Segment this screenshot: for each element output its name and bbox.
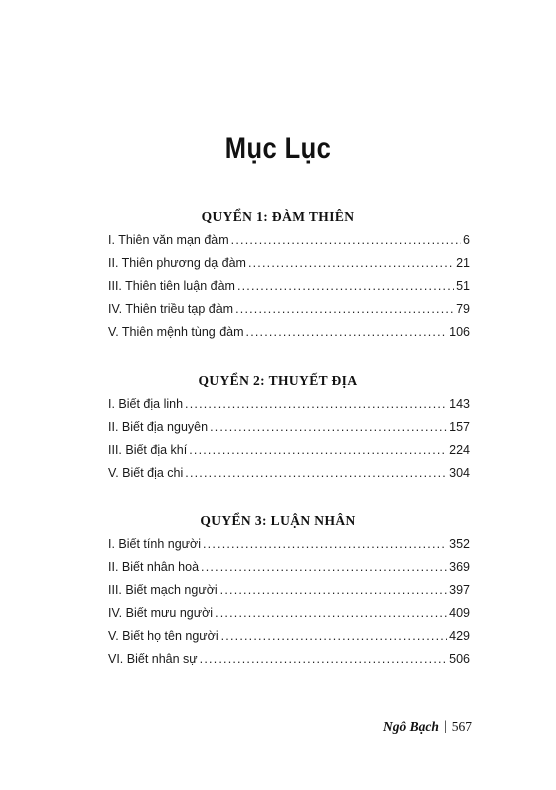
toc-entry[interactable] (108, 606, 470, 629)
toc-entry-page: 409 (449, 606, 470, 620)
footer-separator: | (443, 719, 447, 734)
toc-entry-label: III. Biết mạch người (108, 583, 218, 597)
toc-entry-page: 79 (456, 302, 470, 316)
footer-page-number: 567 (451, 719, 472, 734)
toc-entry[interactable] (108, 443, 470, 466)
toc-entry-label: I. Biết địa linh (108, 397, 184, 411)
leader-dots (246, 325, 448, 339)
toc-entry-label: I. Biết tính người (108, 537, 201, 551)
toc-entry-label: II. Thiên phương dạ đàm (108, 256, 246, 270)
toc-list-section-2 (108, 397, 470, 489)
toc-entry[interactable] (108, 652, 470, 675)
toc-entry-page: 143 (449, 397, 470, 411)
toc-entry-label: II. Biết nhân hoà (108, 560, 200, 574)
leader-dots (231, 233, 461, 247)
toc-entry-label: V. Biết địa chi (108, 466, 184, 480)
leader-dots (220, 583, 447, 597)
toc-entry-page: 429 (449, 629, 470, 643)
toc-list-section-1 (108, 233, 470, 348)
toc-entry[interactable] (108, 397, 470, 420)
leader-dots (210, 420, 447, 434)
toc-entry-page: 21 (456, 256, 470, 270)
toc-entry[interactable] (108, 466, 470, 489)
toc-entry-page: 506 (449, 652, 470, 666)
leader-dots (237, 279, 454, 293)
section-heading-3: QUYỂN 3: LUẬN NHÂN (200, 513, 356, 528)
leader-dots (189, 443, 447, 457)
toc-entry-page: 352 (449, 537, 470, 551)
toc-list-section-3 (108, 537, 470, 675)
toc-entry-label: IV. Biết mưu người (108, 606, 214, 620)
toc-entry[interactable] (108, 537, 470, 560)
toc-entry-label: V. Biết họ tên người (108, 629, 219, 643)
page-footer (383, 719, 472, 735)
toc-entry-label: V. Thiên mệnh tùng đàm (108, 325, 244, 339)
toc-entry-page: 106 (449, 325, 470, 339)
toc-entry-label: II. Biết địa nguyên (108, 420, 209, 434)
leader-dots (185, 397, 447, 411)
toc-entry-label: I. Thiên văn mạn đàm (108, 233, 229, 247)
toc-entry-page: 224 (449, 443, 470, 457)
toc-entry[interactable] (108, 325, 470, 348)
leader-dots (215, 606, 447, 620)
leader-dots (235, 302, 454, 316)
leader-dots (201, 560, 447, 574)
toc-entry[interactable] (108, 560, 470, 583)
toc-entry-page: 157 (449, 420, 470, 434)
toc-entry-label: IV. Thiên triều tạp đàm (108, 302, 234, 316)
toc-entry[interactable] (108, 420, 470, 443)
toc-entry[interactable] (108, 279, 470, 302)
section-heading-1: QUYỂN 1: ĐÀM THIÊN (201, 209, 355, 224)
leader-dots (248, 256, 454, 270)
toc-entry-label: VI. Biết nhân sự (108, 652, 198, 666)
leader-dots (221, 629, 448, 643)
toc-entry[interactable] (108, 302, 470, 325)
toc-entry-page: 369 (449, 560, 470, 574)
toc-entry-page: 304 (449, 466, 470, 480)
toc-entry-label: III. Thiên tiên luận đàm (108, 279, 235, 293)
footer-author: Ngô Bạch (383, 719, 439, 734)
toc-entry-page: 397 (449, 583, 470, 597)
toc-entry-page: 51 (456, 279, 470, 293)
toc-entry[interactable] (108, 233, 470, 256)
toc-entry-label: III. Biết địa khí (108, 443, 188, 457)
toc-entry-page: 6 (463, 233, 470, 247)
toc-entry[interactable] (108, 629, 470, 652)
leader-dots (200, 652, 447, 666)
toc-entry[interactable] (108, 583, 470, 606)
leader-dots (203, 537, 447, 551)
leader-dots (185, 466, 447, 480)
section-heading-2: QUYỂN 2: THUYẾT ĐỊA (198, 373, 358, 388)
page-title: Mục Lục (224, 132, 332, 165)
toc-entry[interactable] (108, 256, 470, 279)
